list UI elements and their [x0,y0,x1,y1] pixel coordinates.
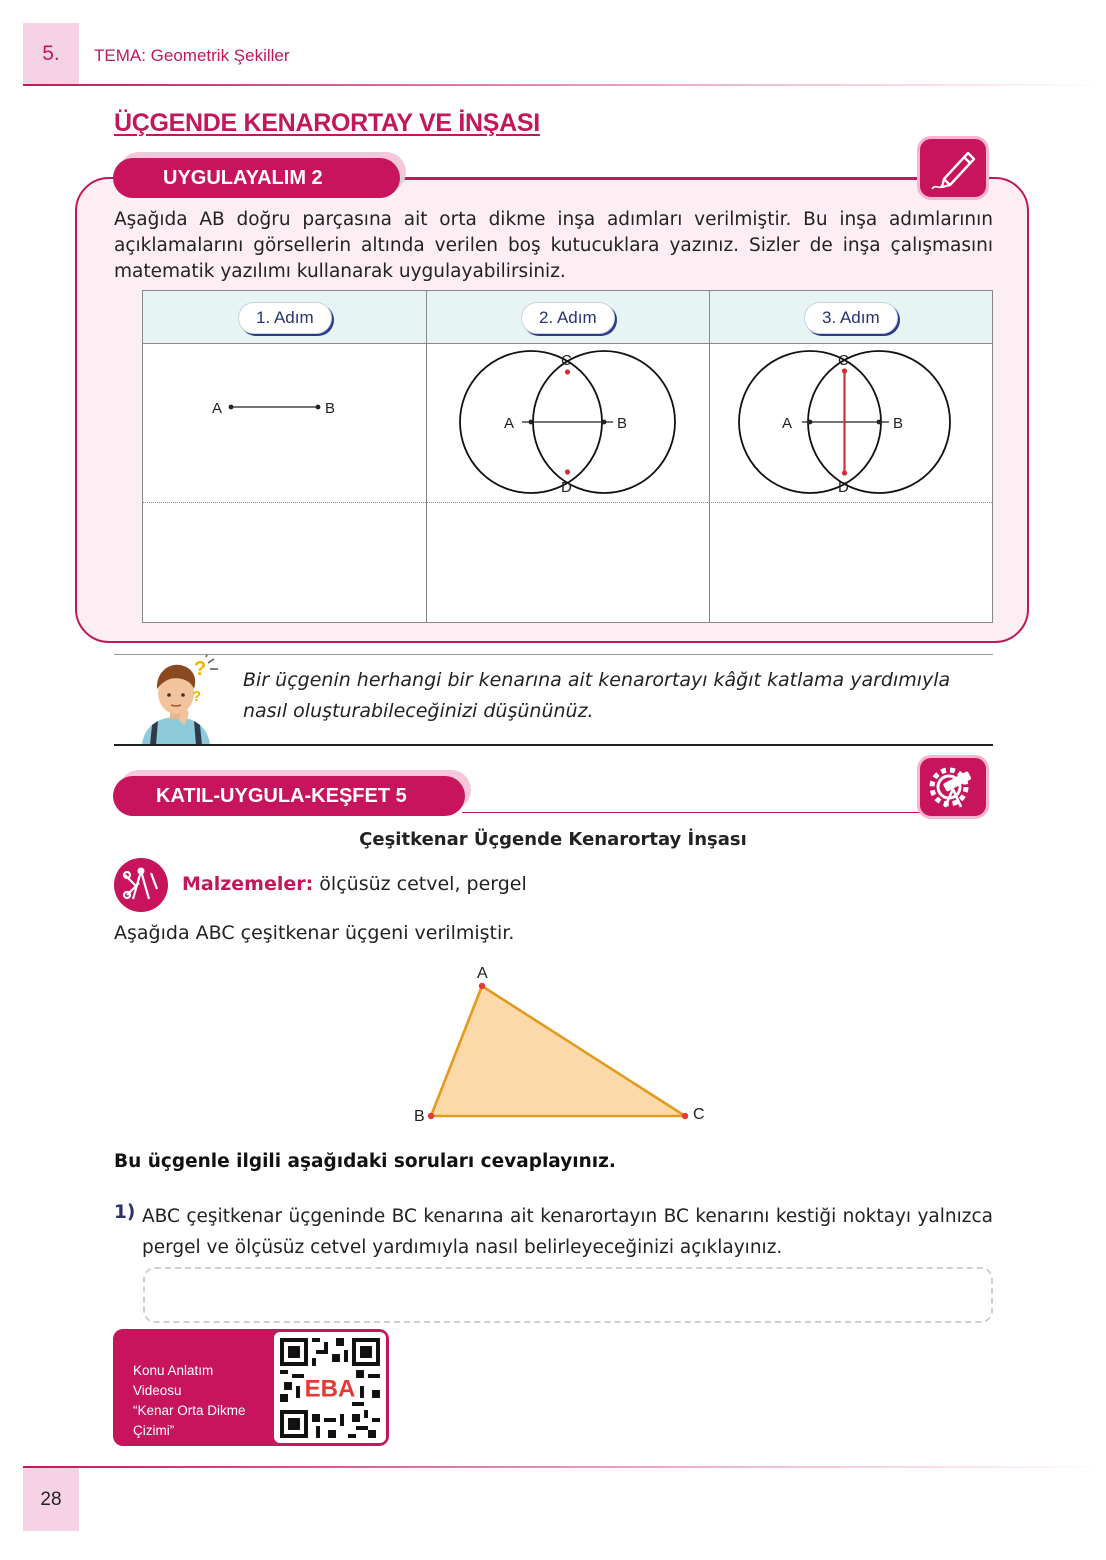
step-3-figure [709,345,992,505]
answer-field[interactable] [143,1267,993,1323]
footer-divider [23,1466,1106,1468]
qr-code[interactable] [274,1332,386,1443]
activity-intro: Aşağıda AB doğru parçasına ait orta dikme inşa adımları verilmiştir. Bu inşa adımlarının açıklamalarını görsellerin altında verilen boş kutucuklara yazınız. Sizler de inşa çalışmasını matematik yazılımı kullanarak uygulayabilirsiniz. [114,209,993,282]
materials-label: Malzemeler: [182,873,314,895]
svg-text:D: D [561,479,572,496]
step-3-answer-cell[interactable] [710,503,992,622]
page-number: 28 [23,1468,79,1531]
point-b-label: B [325,400,336,417]
theme-title: TEMA: Geometrik Şekiller [94,46,290,65]
gear-telescope-icon [917,755,989,819]
activity2-subtitle: Çeşitkenar Üçgende Kenarortay İnşası [359,829,747,850]
svg-text:D: D [838,479,849,496]
step-3-label: 3. Adım [804,302,898,334]
step-2-label: 2. Adım [521,302,615,334]
video-qr-card[interactable] [113,1329,389,1446]
point-a-label: A [212,400,223,417]
activity-title-pill [113,158,400,198]
step-1-figure [143,345,426,505]
unit-number: 5. [23,23,79,85]
svg-text:A: A [782,415,793,432]
given-statement: Aşağıda ABC çeşitkenar üçgeni verilmiştir. [114,922,515,944]
vertex-a-label: A [477,965,488,982]
activity2-title: KATIL-UYGULA-KEŞFET 5 [156,784,407,807]
header-divider [23,84,1106,86]
svg-text:C: C [838,352,849,369]
qr-caption: Konu Anlatım Videosu “Kenar Orta Dikme Çizimi” [133,1363,246,1438]
svg-text:?: ? [192,688,202,705]
page-title: ÜÇGENDE KENARORTAY VE İNŞASI [114,109,540,137]
vertex-b-label: B [414,1108,425,1125]
question-number: 1) [114,1202,136,1223]
step-2-figure [426,345,709,505]
svg-text:C: C [561,352,572,369]
activity-box-topline [398,177,918,180]
eba-logo: EBA [304,1374,356,1402]
activity-title: UYGULAYALIM 2 [163,166,323,189]
thinking-person-illustration [130,655,222,749]
think-prompt: Bir üçgenin herhangi bir kenarına ait kenarortayı kâğıt katlama yardımıyla nasıl oluşturabileceğinizi düşününüz. [243,669,951,722]
step-1-answer-cell[interactable] [143,503,426,622]
vertex-c-label: C [693,1106,705,1123]
question-text: ABC çeşitkenar üçgeninde BC kenarına ait kenarortayın BC kenarını kestiği noktayı yalnızca pergel ve ölçüsüz cetvel yardımıyla nasıl belirleyeceğinizi açıklayınız. [142,1206,993,1258]
svg-text:?: ? [194,658,207,680]
materials-line [182,873,527,895]
pencil-icon [917,136,989,200]
svg-text:B: B [617,415,628,432]
triangle-abc-figure [400,960,720,1134]
steps-table [142,290,993,623]
svg-text:A: A [504,415,515,432]
materials-list: ölçüsüz cetvel, pergel [319,873,527,895]
activity2-title-line [462,812,920,813]
think-bottom-divider [114,744,993,746]
answer-prompt: Bu üçgenle ilgili aşağıdaki soruları cevaplayınız. [114,1151,616,1172]
step-1-label: 1. Adım [238,302,332,334]
step-2-answer-cell[interactable] [427,503,709,622]
svg-text:B: B [893,415,904,432]
think-top-divider [114,654,993,655]
compass-ruler-icon [114,858,168,912]
activity2-title-pill [113,776,465,816]
